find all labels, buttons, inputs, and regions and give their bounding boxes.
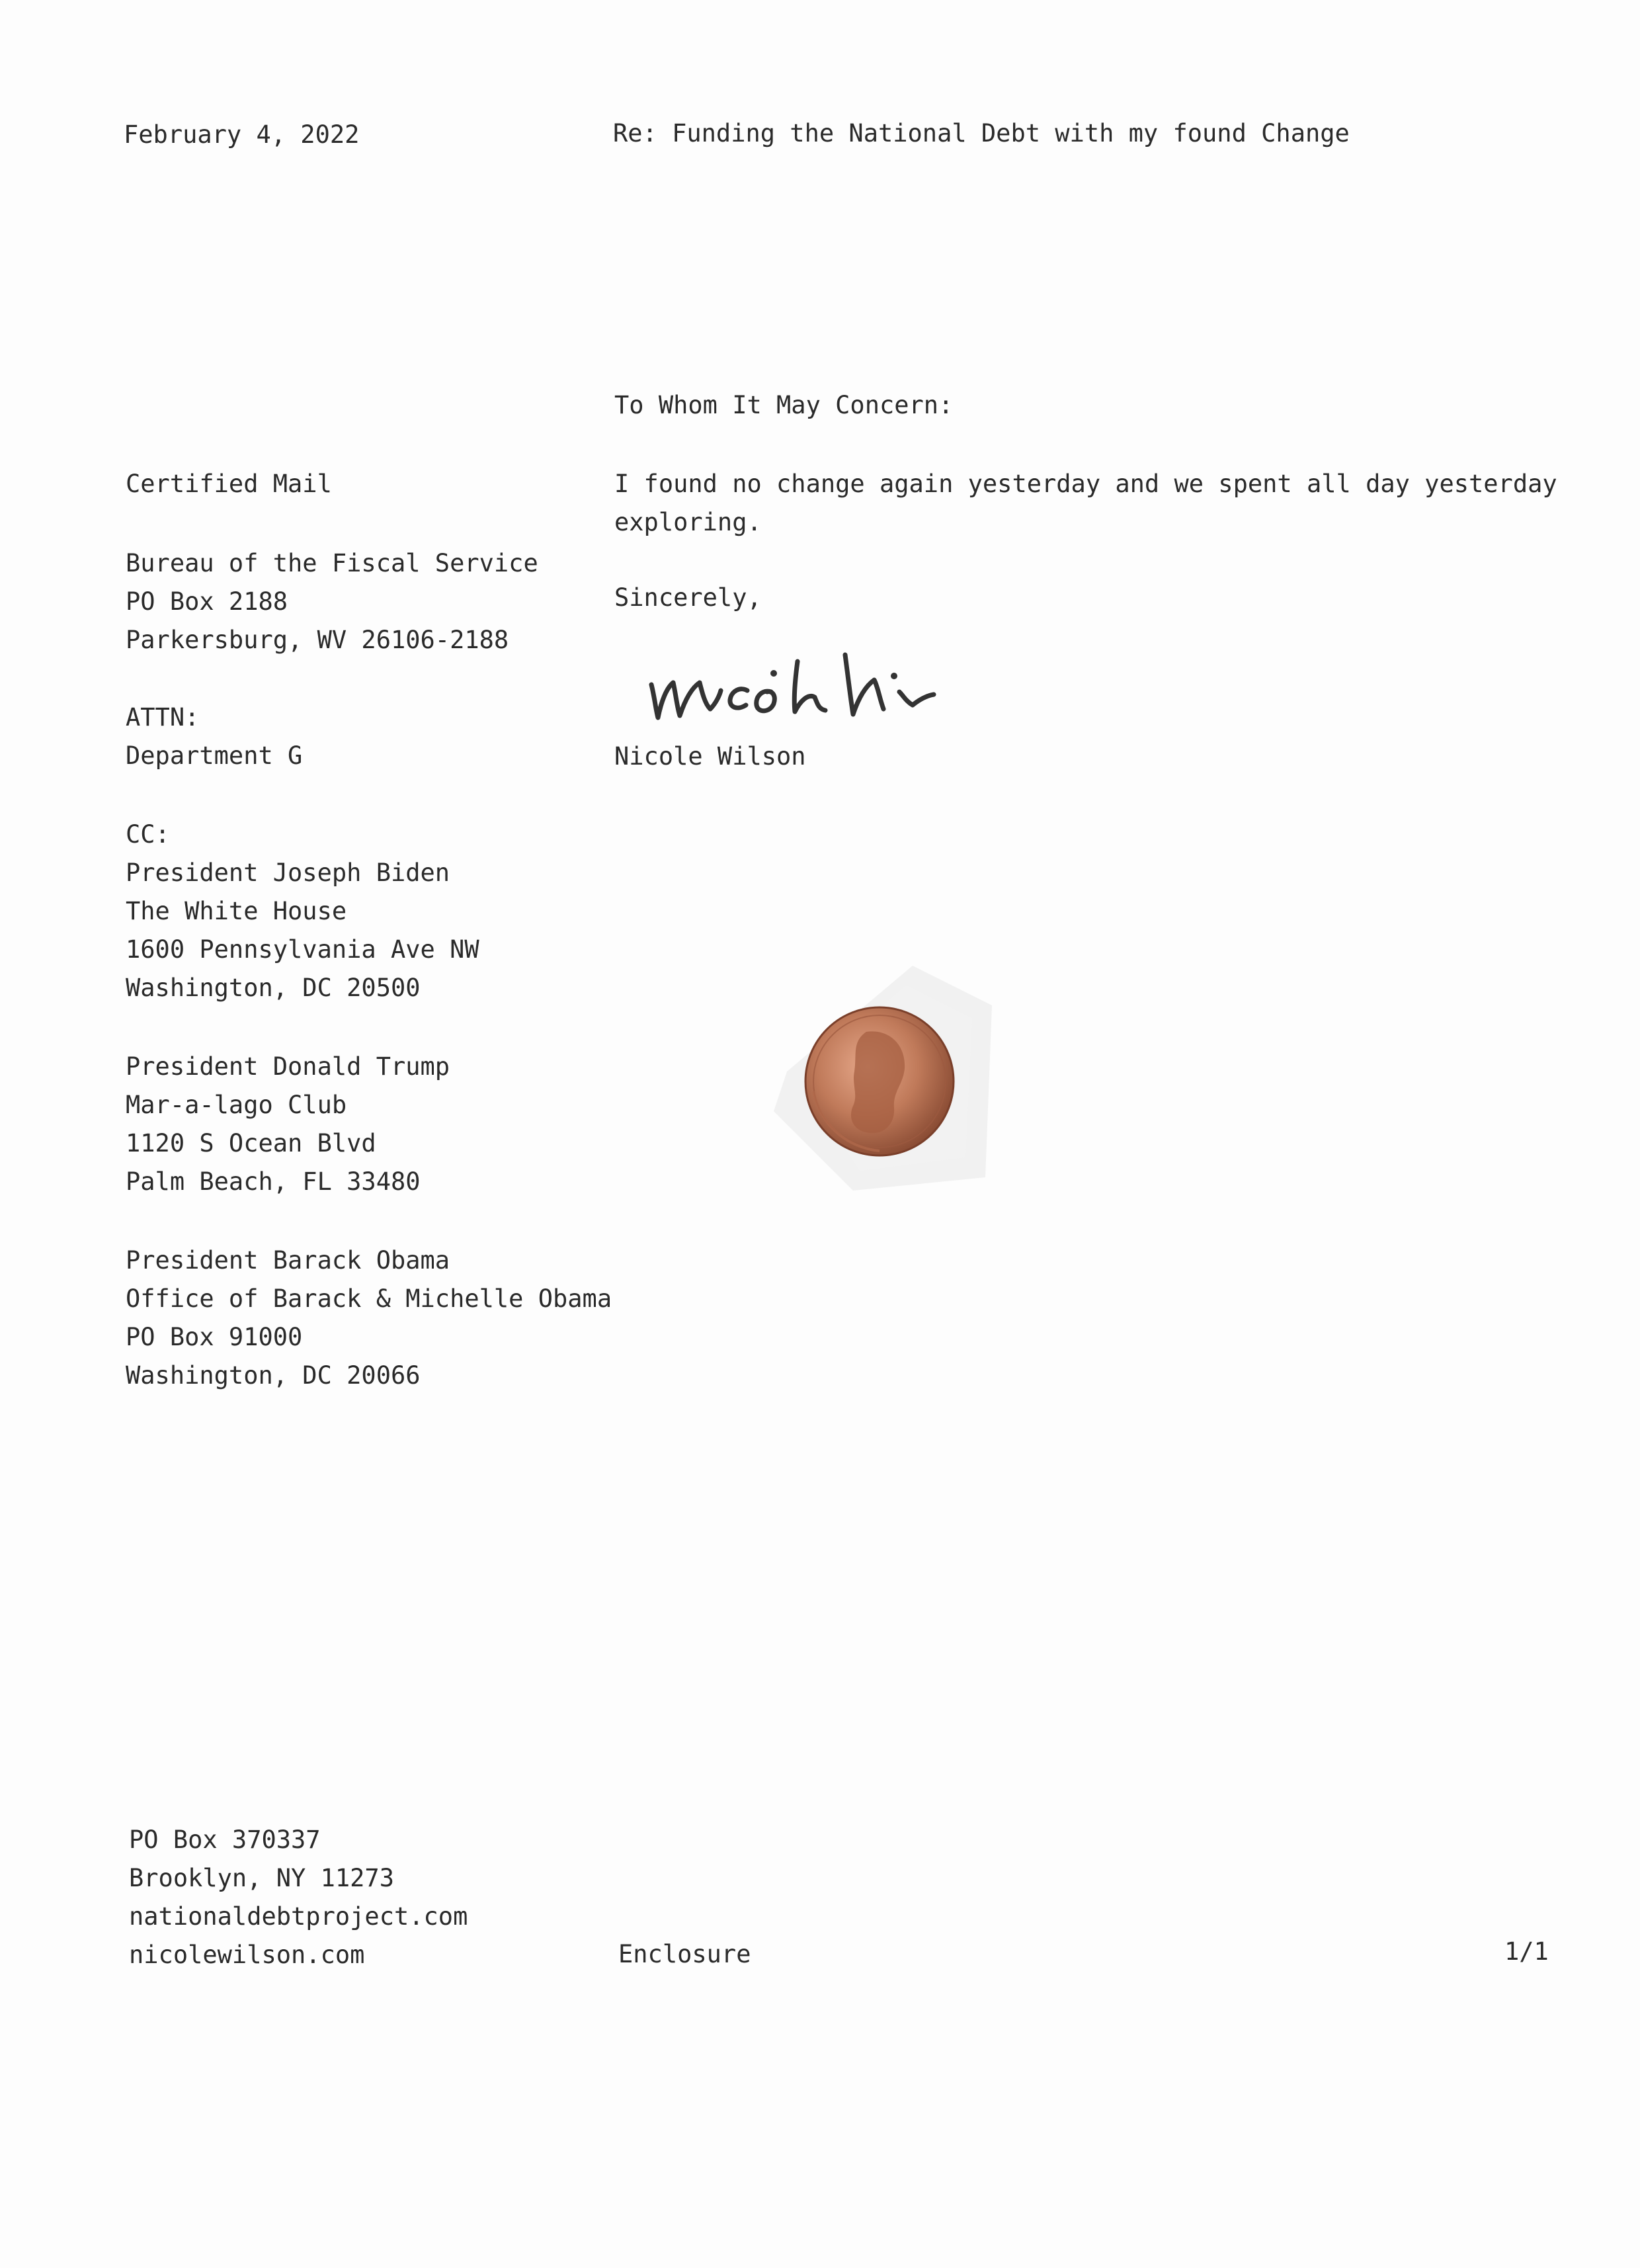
cc-line: 1120 S Ocean Blvd — [126, 1129, 376, 1157]
cc-line: Palm Beach, FL 33480 — [126, 1167, 421, 1196]
cc-line: Washington, DC 20066 — [126, 1361, 421, 1390]
recipient-line: PO Box 2188 — [126, 587, 288, 616]
cc-line: The White House — [126, 897, 347, 925]
recipient-address — [126, 544, 538, 659]
attn-value: Department G — [126, 741, 303, 770]
closing: Sincerely, — [614, 583, 762, 612]
sender-website[interactable]: nicolewilson.com — [129, 1941, 365, 1969]
sender-website[interactable]: nationaldebtproject.com — [129, 1902, 468, 1931]
recipient-line: Parkersburg, WV 26106-2188 — [126, 626, 509, 654]
cc-line: 1600 Pennsylvania Ave NW — [126, 935, 479, 964]
cc-block-3 — [126, 1241, 612, 1395]
penny-coin-icon — [774, 959, 1012, 1197]
cc-line: President Barack Obama — [126, 1246, 450, 1275]
letter-body — [614, 465, 1557, 542]
sender-line: PO Box 370337 — [129, 1826, 321, 1854]
cc-line: Washington, DC 20500 — [126, 974, 421, 1002]
salutation: To Whom It May Concern: — [614, 391, 954, 419]
attn-label: ATTN: — [126, 703, 200, 732]
letter-subject: Re: Funding the National Debt with my found Change — [613, 119, 1350, 147]
body-line: exploring. — [614, 508, 762, 536]
cc-line: President Joseph Biden — [126, 859, 450, 887]
cc-block — [126, 816, 479, 1007]
cc-label: CC: — [126, 820, 170, 849]
cc-line: Office of Barack & Michelle Obama — [126, 1284, 612, 1313]
attention — [126, 698, 302, 775]
cc-line: Mar-a-lago Club — [126, 1091, 347, 1119]
cc-block-2 — [126, 1048, 450, 1201]
recipient-line: Bureau of the Fiscal Service — [126, 549, 538, 577]
letter-date: February 4, 2022 — [124, 120, 360, 149]
enclosure-note: Enclosure — [618, 1940, 751, 1968]
body-line: I found no change again yesterday and we spent all day yesterday — [614, 470, 1557, 498]
page-number: 1/1 — [1504, 1937, 1549, 1966]
handwritten-signature — [641, 635, 1012, 734]
cc-line: President Donald Trump — [126, 1052, 450, 1081]
signer-name: Nicole Wilson — [614, 742, 806, 771]
sender-line: Brooklyn, NY 11273 — [129, 1864, 394, 1892]
sender-address — [129, 1821, 468, 1974]
cc-line: PO Box 91000 — [126, 1323, 303, 1351]
mail-method: Certified Mail — [126, 470, 332, 498]
